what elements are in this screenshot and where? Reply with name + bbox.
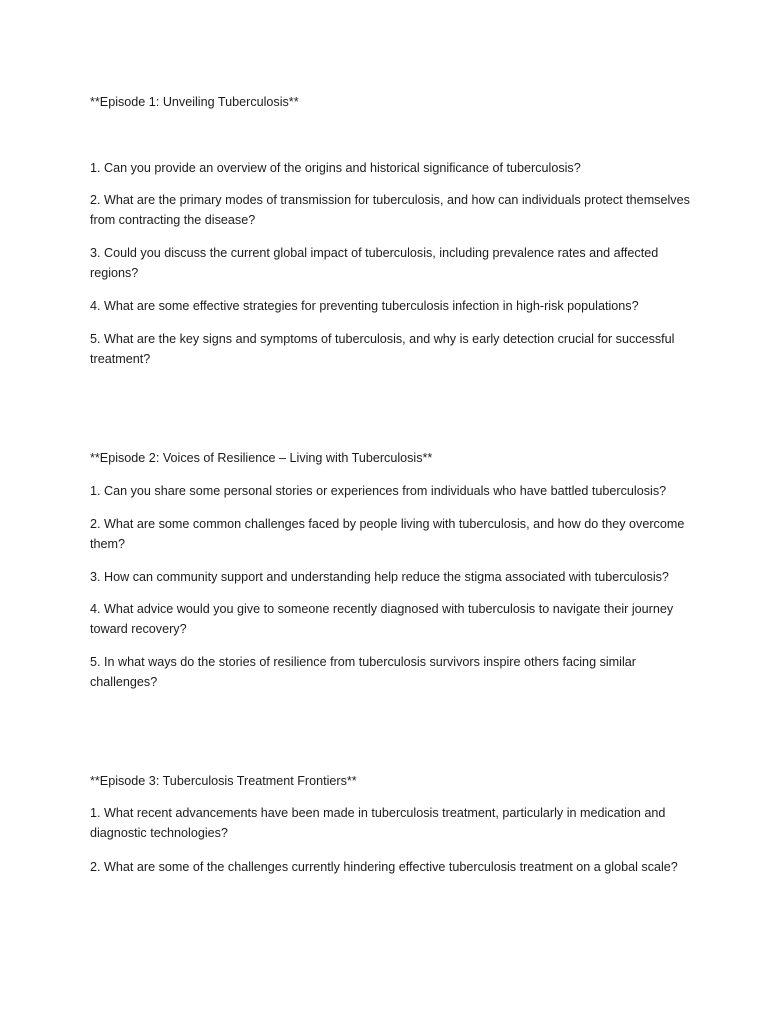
episode-3-question-1: 1. What recent advancements have been made in tuberculosis treatment, particularly in medication and diagnostic technologies? [90,806,666,840]
episode-1-question-3: 3. Could you discuss the current global impact of tuberculosis, including prevalence rates and affected regions? [90,246,659,280]
episode-1-question-1: 1. Can you provide an overview of the origins and historical significance of tuberculosis? [90,161,581,175]
episode-1-question-5: 5. What are the key signs and symptoms of tuberculosis, and why is early detection crucial for successful treatment? [90,332,675,366]
episode-2-question-3: 3. How can community support and understanding help reduce the stigma associated with tuberculosis? [90,570,669,584]
episode-3-heading: **Episode 3: Tuberculosis Treatment Frontiers** [90,774,357,788]
episode-3-question-2: 2. What are some of the challenges currently hindering effective tuberculosis treatment on a global scale? [90,860,678,874]
episode-2-heading: **Episode 2: Voices of Resilience – Living with Tuberculosis** [90,451,433,465]
episode-1-question-2: 2. What are the primary modes of transmission for tuberculosis, and how can individuals protect themselves from contracting the disease? [90,193,690,227]
episode-1-question-4: 4. What are some effective strategies for preventing tuberculosis infection in high-risk populations? [90,299,639,313]
episode-1-heading: **Episode 1: Unveiling Tuberculosis** [90,95,299,109]
episode-2-question-4: 4. What advice would you give to someone recently diagnosed with tuberculosis to navigate their journey toward recovery? [90,602,674,636]
episode-2-question-1: 1. Can you share some personal stories or experiences from individuals who have battled tuberculosis? [90,484,667,498]
episode-2-question-5: 5. In what ways do the stories of resilience from tuberculosis survivors inspire others facing similar challenges? [90,655,636,689]
episode-2-question-2: 2. What are some common challenges faced by people living with tuberculosis, and how do they overcome them? [90,517,685,551]
